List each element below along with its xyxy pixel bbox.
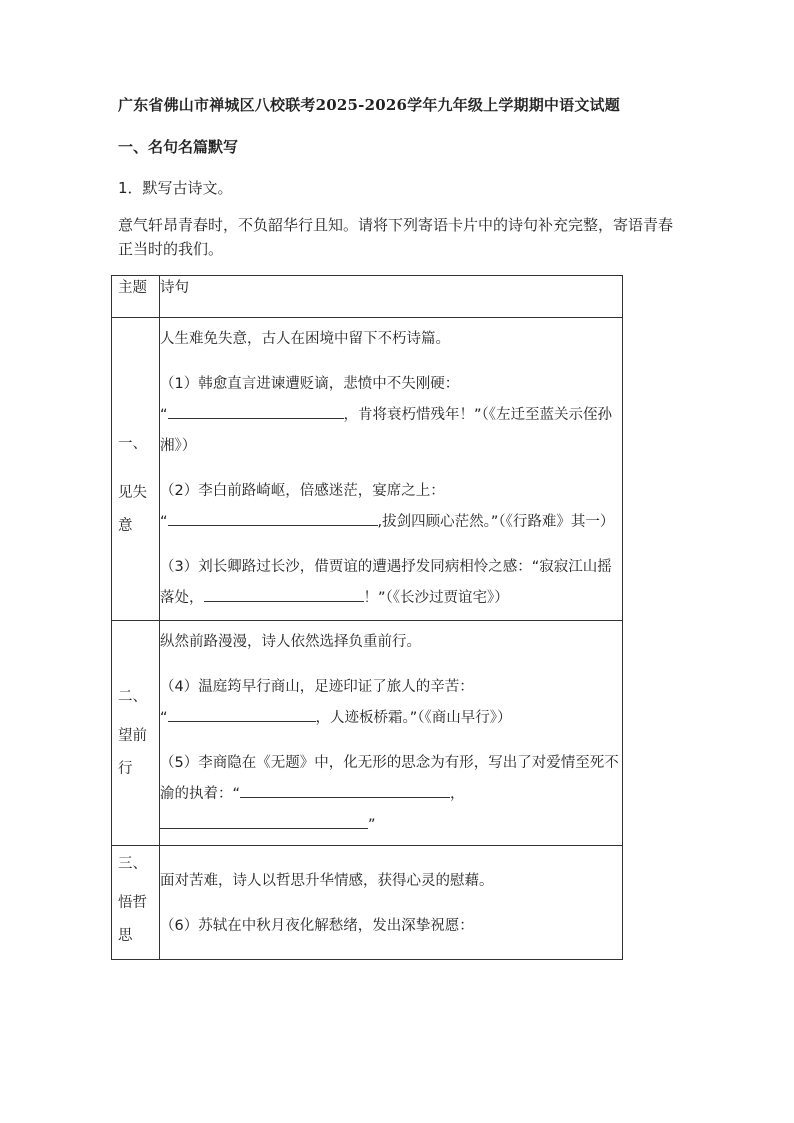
theme-label-2: 行 — [118, 761, 133, 777]
answer-blank[interactable] — [240, 782, 450, 798]
answer-blank[interactable] — [168, 706, 316, 722]
theme-number: 二、 — [118, 689, 147, 705]
header-poem: 诗句 — [160, 276, 623, 318]
answer-blank[interactable] — [160, 813, 368, 829]
item-prompt: （6）苏轼在中秋月夜化解愁绪，发出深挚祝愿： — [160, 918, 474, 934]
fill-line: （3）刘长卿路过长沙，借贾谊的遭遇抒发同病相怜之感：“寂寂江山摇落处， ！”（《长沙过贾谊宅》） — [160, 559, 612, 606]
answer-blank[interactable] — [168, 510, 378, 526]
table-row — [112, 318, 623, 621]
page-title: 广东省佛山市禅城区八校联考2025-2026学年九年级上学期期中语文试题 — [118, 96, 620, 114]
fill-line: ” — [160, 810, 622, 841]
answer-blank[interactable] — [204, 586, 364, 602]
fill-line: “ ，肯将衰朽惜残年！”（《左迁至蓝关示侄孙湘》） — [160, 400, 622, 462]
item-prompt: （2）李白前路崎岖，倍感迷茫，宴席之上： — [160, 483, 445, 499]
item-prompt: （1）韩愈直言进谏遭贬谪，悲愤中不失刚硬： — [160, 376, 460, 392]
theme-number: 一、 — [118, 436, 147, 452]
fill-line: （5）李商隐在《无题》中，化无形的思念为有形，写出了对爱情至死不渝的执着：“ ， — [160, 755, 619, 802]
poem-table — [111, 275, 623, 960]
theme-label: 见失 — [118, 485, 147, 501]
row-intro: 人生难免失意，古人在困境中留下不朽诗篇。 — [160, 331, 450, 347]
answer-blank[interactable] — [168, 403, 344, 419]
theme-label: 悟哲 — [118, 895, 147, 911]
fill-line: “ ，人迹板桥霜。”（《商山早行》） — [160, 703, 622, 734]
table-row — [112, 621, 623, 846]
row-theme-cell — [112, 318, 160, 621]
table-row — [112, 846, 623, 960]
row-intro: 纵然前路漫漫，诗人依然选择负重前行。 — [160, 634, 421, 650]
item-prompt: （4）温庭筠早行商山，足迹印证了旅人的辛苦： — [160, 679, 474, 695]
fill-line: “ ,拔剑四顾心茫然。”（《行路难》其一） — [160, 507, 622, 538]
row-poem-cell — [160, 318, 623, 621]
row-intro: 面对苦难，诗人以哲思升华情感，获得心灵的慰藉。 — [160, 873, 494, 889]
question-number: 1．默写古诗文。 — [118, 179, 233, 197]
theme-label-2: 思 — [118, 928, 133, 944]
header-theme: 主题 — [112, 276, 160, 318]
row-poem-cell — [160, 846, 623, 960]
theme-label-2: 意 — [118, 518, 133, 534]
theme-label: 望前 — [118, 728, 147, 744]
row-theme-cell — [112, 846, 160, 960]
row-poem-cell — [160, 621, 623, 846]
table-header-row — [112, 276, 623, 318]
question-intro: 意气轩昂青春时，不负韶华行且知。请将下列寄语卡片中的诗句补充完整，寄语青春正当时的我们。 — [118, 216, 674, 258]
theme-number: 三、 — [118, 856, 147, 872]
section-heading: 一、名句名篇默写 — [118, 138, 239, 156]
row-theme-cell — [112, 621, 160, 846]
